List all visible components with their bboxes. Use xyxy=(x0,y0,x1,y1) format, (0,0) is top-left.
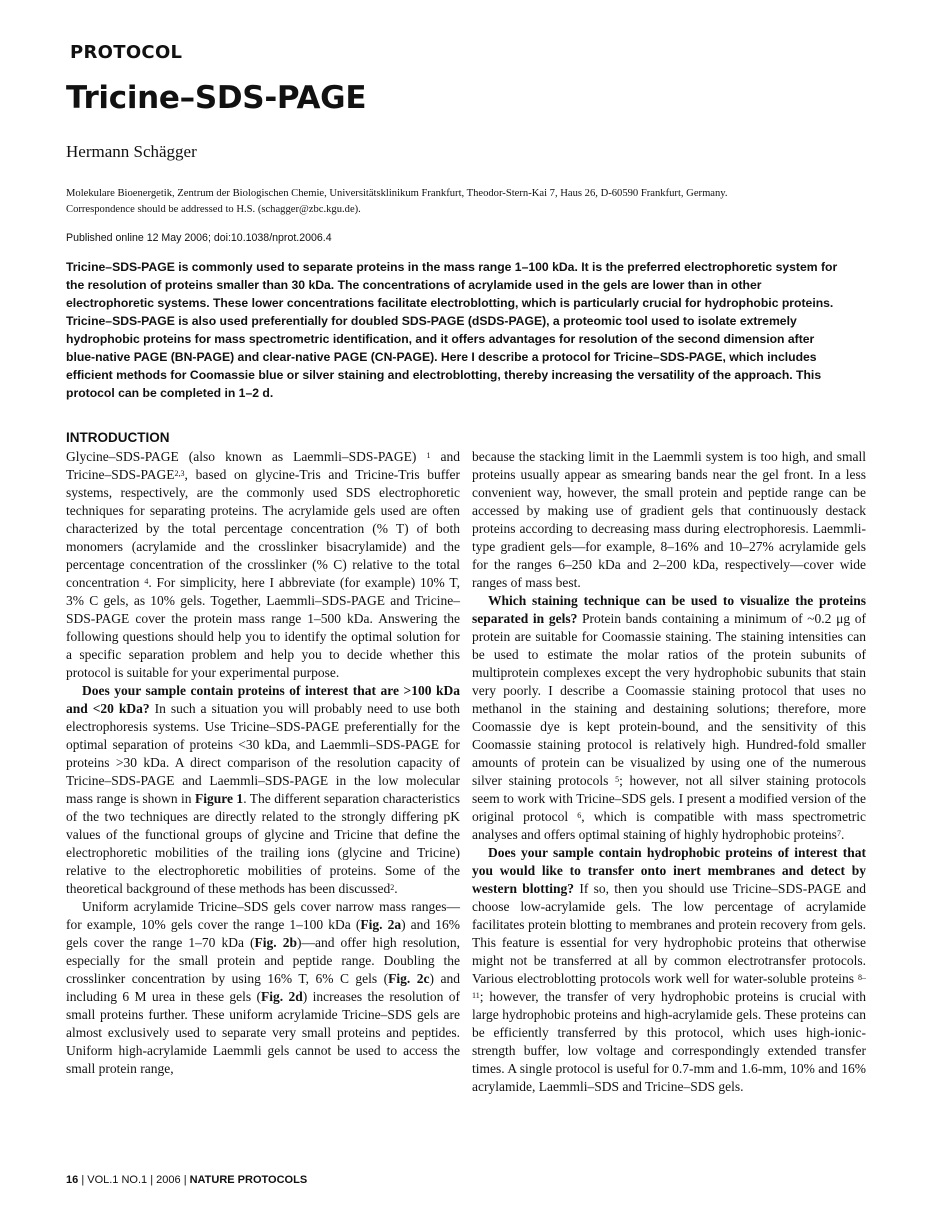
bold-text: Fig. 2c xyxy=(388,971,430,986)
text-column-left xyxy=(66,448,460,1078)
text-run: ; however, the transfer of very hydrophobic proteins is crucial with large hydrophobic proteins and high-acrylamide gels. These proteins can be efficiently transferred by this protocol, which uses high-ionic-strength buffer, low voltage and correspondingly extended transfer times. A single protocol is useful for 0.7-mm and 1.6-mm, 10% and 16% acrylamide, Laemmli–SDS and Tricine–SDS gels. xyxy=(472,989,866,1094)
body-paragraph xyxy=(66,898,460,1078)
footer-separator: | xyxy=(150,1174,154,1186)
citation-ref: 4 xyxy=(144,577,149,586)
text-run: )—and offer high resolution, especially for the small protein and peptide range. Doubling the crosslinker concentration by using 16% T, 6% C gels ( xyxy=(66,935,461,986)
bold-text: Does your sample contain hydrophobic proteins of interest that you would like to transfer onto inert membranes and detect by western blotting? xyxy=(472,845,866,896)
body-paragraph xyxy=(66,448,460,682)
citation-ref: 7 xyxy=(836,829,841,838)
bold-text: Fig. 2a xyxy=(360,917,402,932)
journal-name: NATURE PROTOCOLS xyxy=(189,1174,308,1186)
text-run: and Tricine–SDS-PAGE xyxy=(66,449,461,482)
bold-text: Fig. 2d xyxy=(261,989,303,1004)
abstract: Tricine–SDS-PAGE is commonly used to separate proteins in the mass range 1–100 kDa. It is the preferred electrophoretic system for the resolution of proteins smaller than 30 kDa. The concentrations of acrylamide used in the gels are lower than in other electrophoretic systems. These lower concentrations facilitate electroblotting, which is particularly crucial for hydrophobic proteins. Tricine–SDS-PAGE is also used preferentially for doubled SDS-PAGE (dSDS-PAGE), a proteomic tool used to isolate extremely hydrophobic proteins for mass spectrometric identification, and it offers advantages for resolution of the second dimension after blue-native PAGE (BN-PAGE) and clear-native PAGE (CN-PAGE). Here I describe a protocol for Tricine–SDS-PAGE, which includes efficient methods for Coomassie blue or silver staining and electroblotting, thereby increasing the versatility of the approach. This protocol can be completed in 1–2 d. xyxy=(66,260,838,400)
body-paragraph xyxy=(472,448,866,592)
text-run: Glycine–SDS-PAGE (also known as Laemmli–SDS-PAGE) xyxy=(66,449,427,464)
author-name: Hermann Schägger xyxy=(66,142,197,161)
page-number: 16 xyxy=(66,1174,79,1186)
citation-ref: 2,3 xyxy=(174,469,185,478)
text-run: ; however, not all silver staining protocols seem to work with Tricine–SDS gels. I present a modified version of the original protocol xyxy=(472,773,866,824)
text-run: . The different separation characteristics of the two techniques are directly related to the strongly differing pK values of the functional groups of glycine and Tricine that define the electrophoretic mobilities of the trailing ions (glycine and Tricine) relative to the electrophoretic mobilities of proteins. Some of the theoretical background of these methods has been discussed xyxy=(66,791,461,896)
text-run: ) and including 6 M urea in these gels ( xyxy=(66,971,460,1004)
bold-text: Which staining technique can be used to visualize the proteins separated in gels? xyxy=(472,593,866,626)
text-run: If so, then you should use Tricine–SDS-PAGE and choose low-acrylamide gels. The low percentage of acrylamide facilitates protein blotting to membranes and protein recovery from gels. This feature is essential for very hydrophobic proteins that otherwise might not be transferred at all by common electrotransfer protocols. Various electroblotting protocols work well for water-soluble proteins xyxy=(472,881,866,986)
citation-ref: 5 xyxy=(615,775,620,784)
affiliation: Molekulare Bioenergetik, Zentrum der Biologischen Chemie, Universitätsklinikum Frankfurt, Theodor-Stern-Kai 7, Haus 26, D-60590 Frankfurt, Germany. xyxy=(66,188,728,199)
text-run: because the stacking limit in the Laemmli system is too high, and small proteins usually appear as smearing bands near the gel front. In a less convenient way, however, the small protein and peptide range can be accessed by making use of gradient gels that continuously destack proteins according to decreasing mass during electrophoresis. Laemmli-type gradient gels—for example, 8–16% and 10–27% acrylamide gels for the ranges 6–250 kDa and 2–200 kDa, respectively—cover wide ranges of mass best. xyxy=(472,449,866,590)
citation-ref: 2 xyxy=(390,883,395,892)
text-column-right xyxy=(472,448,866,1096)
affiliation-block xyxy=(66,186,866,218)
year: 2006 xyxy=(156,1174,181,1186)
volume-issue: VOL.1 NO.1 xyxy=(87,1174,148,1186)
footer-separator: | xyxy=(183,1174,187,1186)
section-heading-introduction: INTRODUCTION xyxy=(66,430,170,445)
article-title: Tricine–SDS-PAGE xyxy=(66,80,367,116)
page-footer xyxy=(66,1174,307,1186)
publication-info: Published online 12 May 2006; doi:10.1038/nprot.2006.4 xyxy=(66,232,332,244)
body-paragraph xyxy=(472,592,866,844)
citation-ref: 1 xyxy=(426,451,431,460)
correspondence: Correspondence should be addressed to H.S. (schagger@zbc.kgu.de). xyxy=(66,204,361,215)
text-run: , which is compatible with mass spectrometric analyses and offers optimal staining of highly hydrophobic proteins xyxy=(472,809,866,842)
bold-text: Figure 1 xyxy=(194,791,244,806)
text-run: , based on glycine-Tris and Tricine-Tris buffer systems, respectively, are the commonly used SDS electrophoretic techniques for separating proteins. The acrylamide gels used are often characterized by the total percentage concentration (% T) of both monomers (acrylamide and the crosslinker bisacrylamide) and the percentage concentration of the crosslinker (% C) relative to the total concentration xyxy=(66,467,460,590)
text-run: . xyxy=(840,827,845,842)
body-paragraph xyxy=(66,682,460,898)
text-run: ) increases the resolution of small proteins further. These uniform acrylamide Tricine–SDS gels are almost exclusively used to separate very small proteins and peptides. Uniform high-acrylamide Laemmli gels cannot be used to access the small protein range, xyxy=(66,989,460,1076)
citation-ref: 8–11 xyxy=(472,973,866,1000)
bold-text: Does your sample contain proteins of interest that are >100 kDa and <20 kDa? xyxy=(66,683,460,716)
text-run: In such a situation you will probably need to use both electrophoresis systems. Use Tricine–SDS-PAGE preferentially for the optimal separation of proteins <30 kDa, and Laemmli–SDS-PAGE for proteins >30 kDa. A direct comparison of the resolution capacity of Tricine–SDS-PAGE and Laemmli–SDS-PAGE in the low molecular mass range is shown in xyxy=(66,701,461,806)
text-run: Protein bands containing a minimum of ~0.2 μg of protein are suitable for Coomassie staining. The staining intensities can be used to estimate the molar ratios of the protein subunits of multiprotein complexes except the very hydrophobic subunits that stain very poorly. I describe a Coomassie staining protocol that uses no methanol in the staining and destaining solutions; therefore, more Coomassie dye is kept protein-bound, and the sensitivity of this Coomassie staining protocol is relatively high. Hundred-fold smaller amounts of protein can be visualized by using one of the numerous silver staining protocols xyxy=(472,611,866,788)
text-run: Uniform acrylamide Tricine–SDS gels cover narrow mass ranges—for example, 10% gels cover the range 1–100 kDa ( xyxy=(66,899,460,932)
text-run: . xyxy=(394,881,398,896)
article-type-label: PROTOCOL xyxy=(70,42,183,63)
footer-separator: | xyxy=(81,1174,85,1186)
text-run: ) and 16% gels cover the range 1–70 kDa ( xyxy=(66,917,460,950)
citation-ref: 6 xyxy=(577,811,582,820)
bold-text: Fig. 2b xyxy=(254,935,297,950)
text-run: . For simplicity, here I abbreviate (for example) 10% T, 3% C gels, as 10% gels. Together, Laemmli–SDS-PAGE and Tricine–SDS-PAGE cover the protein mass range 1–500 kDa. Answering the following questions should help you to identify the optimal solution for a specific separation problem and help you to decide whether this protocol is suitable for your experimental purpose. xyxy=(66,575,460,680)
body-paragraph xyxy=(472,844,866,1096)
